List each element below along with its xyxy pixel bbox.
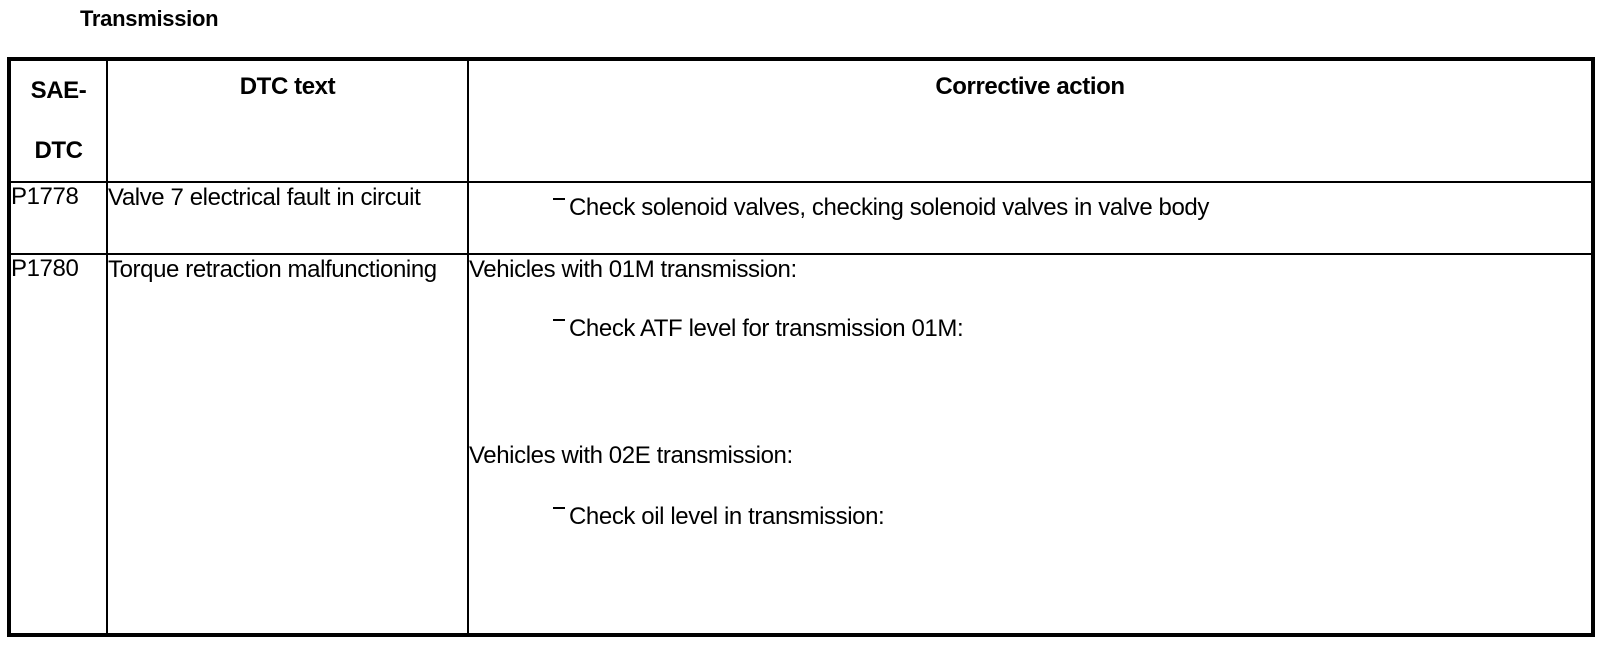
corrective-action-cell — [468, 182, 1593, 254]
header-sae-dtc — [9, 59, 107, 182]
dash-bullet-icon — [553, 507, 565, 509]
dash-bullet-icon — [553, 319, 565, 321]
dash-bullet-icon — [553, 198, 565, 200]
dtc-text-cell: Valve 7 electrical fault in circuit — [107, 182, 468, 254]
action-bullet-text: Check solenoid valves, checking solenoid valves in valve body — [569, 194, 1209, 221]
header-sae-dtc-line2: DTC — [34, 137, 83, 164]
action-heading: Vehicles with 01M transmission: — [469, 256, 797, 283]
section-title: Transmission — [80, 6, 219, 31]
dtc-code-cell: P1780 — [9, 254, 107, 635]
action-bullet — [469, 315, 1591, 343]
table-header-row — [9, 59, 1593, 182]
action-bullet — [469, 194, 1591, 222]
dtc-code-cell: P1778 — [9, 182, 107, 254]
corrective-action-cell — [468, 254, 1593, 635]
dtc-text-cell: Torque retraction malfunctioning — [107, 254, 468, 635]
action-heading: Vehicles with 02E transmission: — [469, 442, 793, 469]
action-bullet-text: Check oil level in transmission: — [569, 503, 885, 530]
header-corrective-action: Corrective action — [468, 59, 1593, 182]
table-row — [9, 182, 1593, 254]
action-bullet-text: Check ATF level for transmission 01M: — [569, 315, 964, 342]
dtc-table — [7, 57, 1595, 637]
header-dtc-text: DTC text — [107, 59, 468, 182]
table-row — [9, 254, 1593, 635]
header-sae-dtc-line1: SAE- — [30, 77, 87, 104]
action-bullet — [469, 503, 1591, 531]
